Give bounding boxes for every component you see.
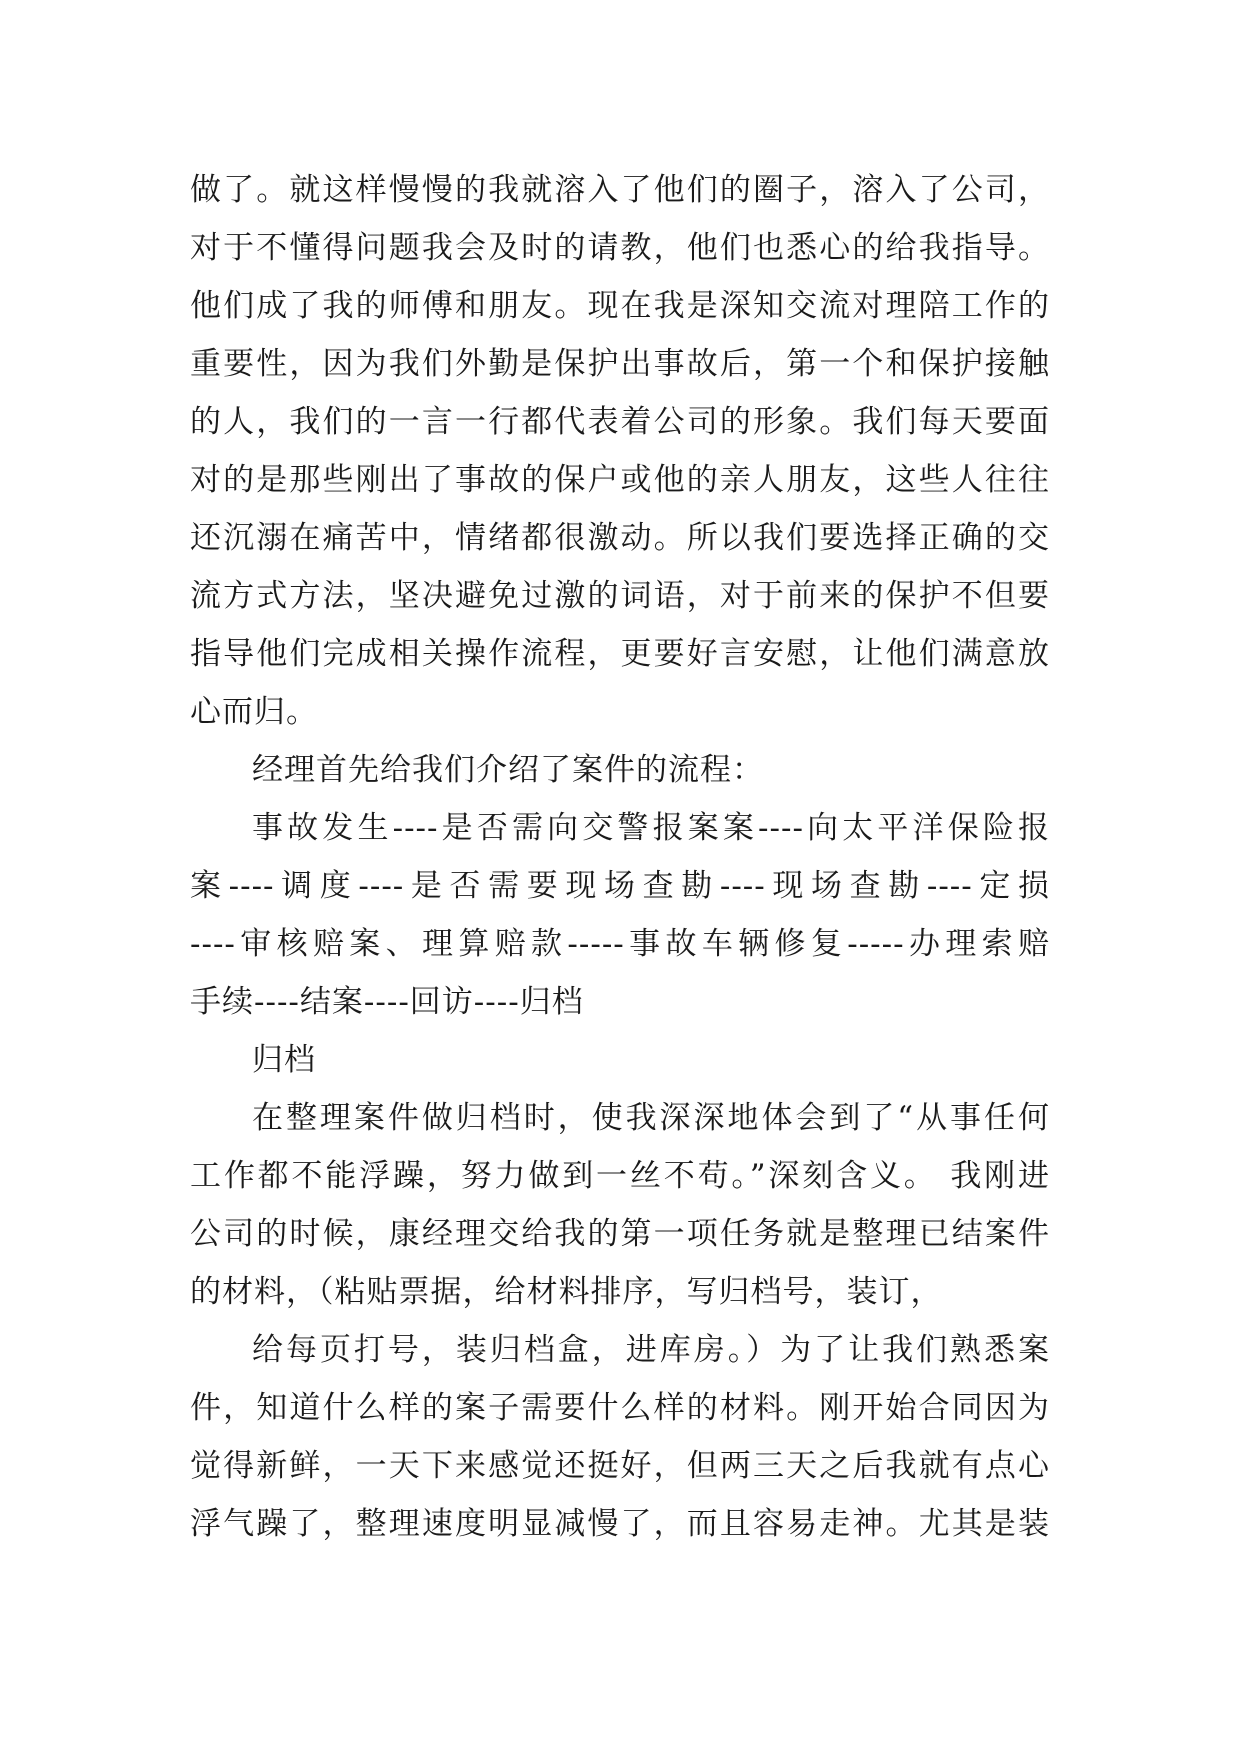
text-line: 对的是那些刚出了事故的保户或他的亲人朋友，这些人往往 (190, 462, 1050, 498)
text-line: 在整理案件做归档时，使我深深地体会到了“从事任何 (252, 1100, 1050, 1136)
text-line: 公司的时候，康经理交给我的第一项任务就是整理已结案件 (190, 1216, 1050, 1252)
text-line: 做了。就这样慢慢的我就溶入了他们的圈子，溶入了公司， (190, 172, 1050, 208)
text-line: 浮气躁了，整理速度明显减慢了，而且容易走神。尤其是装 (190, 1506, 1050, 1542)
text-line: 经理首先给我们介绍了案件的流程： (252, 752, 764, 788)
text-line: 心而归。 (190, 694, 318, 730)
text-line: 案----调度----是否需要现场查勘----现场查勘----定损 (190, 868, 1050, 904)
text-line: 给每页打号，装归档盒，进库房。）为了让我们熟悉案 (252, 1332, 1050, 1368)
text-line: 对于不懂得问题我会及时的请教，他们也悉心的给我指导。 (190, 230, 1050, 266)
text-line: 工作都不能浮躁，努力做到一丝不苟。”深刻含义。 我刚进 (190, 1158, 1050, 1194)
text-line: 手续----结案----回访----归档 (190, 984, 584, 1020)
text-line: 指导他们完成相关操作流程，更要好言安慰，让他们满意放 (190, 636, 1050, 672)
text-line: 的材料，（粘贴票据，给材料排序，写归档号，装订， (190, 1274, 943, 1310)
text-line: 流方式方法，坚决避免过激的词语，对于前来的保护不但要 (190, 578, 1050, 614)
text-line: 的人，我们的一言一行都代表着公司的形象。我们每天要面 (190, 404, 1050, 440)
body-text (190, 161, 1050, 1553)
text-line: ----审核赔案、理算赔款-----事故车辆修复-----办理索赔 (190, 926, 1050, 962)
text-line: 重要性，因为我们外勤是保护出事故后，第一个和保护接触 (190, 346, 1050, 382)
text-line: 件，知道什么样的案子需要什么样的材料。刚开始合同因为 (190, 1390, 1050, 1426)
text-line: 觉得新鲜，一天下来感觉还挺好，但两三天之后我就有点心 (190, 1448, 1050, 1484)
text-line: 事故发生----是否需向交警报案案----向太平洋保险报 (252, 810, 1050, 846)
text-line: 他们成了我的师傅和朋友。现在我是深知交流对理陪工作的 (190, 288, 1050, 324)
text-line: 还沉溺在痛苦中，情绪都很激动。所以我们要选择正确的交 (190, 520, 1050, 556)
text-line: 归档 (252, 1042, 316, 1078)
